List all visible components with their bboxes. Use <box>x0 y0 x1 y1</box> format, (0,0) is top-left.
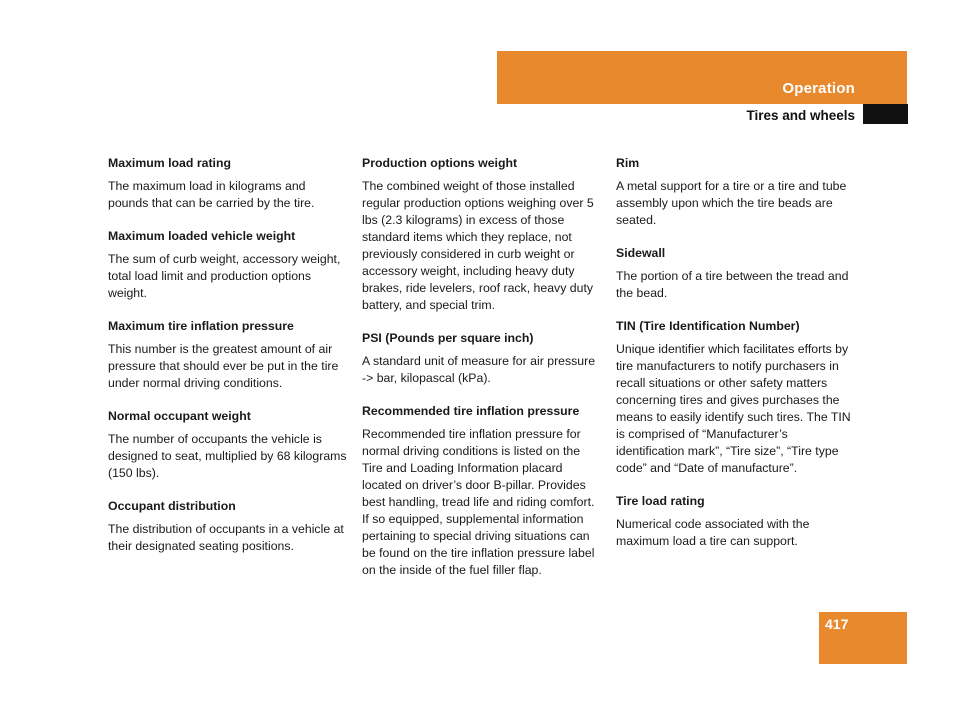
glossary-term: Recommended tire inflation pressure <box>362 404 580 418</box>
glossary-definition: This number is the greatest amount of air pressure that should ever be put in the tire under normal driving conditions. <box>108 342 339 390</box>
glossary-definition: The sum of curb weight, accessory weight, total load limit and production options weight. <box>108 252 341 300</box>
section-tab-marker <box>863 104 908 124</box>
glossary-term: Sidewall <box>616 246 666 260</box>
glossary-definition: The distribution of occupants in a vehicle at their designated seating positions. <box>108 522 344 553</box>
glossary-entry <box>108 318 348 392</box>
glossary-term: PSI (Pounds per square inch) <box>362 331 534 345</box>
glossary-definition: Numerical code associated with the maximum load a tire can support. <box>616 517 810 548</box>
glossary-entry <box>108 408 348 482</box>
glossary-definition: The portion of a tire between the tread and the bead. <box>616 269 849 300</box>
subsection-title: Tires and wheels <box>746 108 855 123</box>
glossary-entry <box>616 155 856 229</box>
glossary-term: Normal occupant weight <box>108 409 251 423</box>
glossary-entry <box>362 155 602 314</box>
column-2 <box>362 155 602 595</box>
glossary-term: Rim <box>616 156 640 170</box>
column-3 <box>616 155 856 566</box>
glossary-entry <box>616 245 856 302</box>
glossary-entry <box>108 498 348 555</box>
glossary-entry <box>108 228 348 302</box>
glossary-definition: The combined weight of those installed regular production options weighing over 5 lbs (2.3 kilograms) in excess of those standard items which they replace, not previously considered in curb weight or accessory weight, including heavy duty brakes, ride levelers, roof rack, heavy duty battery, and special trim. <box>362 179 594 312</box>
glossary-term: Maximum loaded vehicle weight <box>108 229 296 243</box>
glossary-definition: The number of occupants the vehicle is designed to seat, multiplied by 68 kilograms (150 lbs). <box>108 432 347 480</box>
glossary-term: Maximum tire inflation pressure <box>108 319 294 333</box>
glossary-entry <box>616 318 856 477</box>
glossary-definition: Unique identifier which facilitates efforts by tire manufacturers to notify purchasers in recall situations or other safety matters concerning tires and gives purchases the means to easily identify such tires. The TIN is comprised of “Manufacturer’s identification mark”, “Tire size”, “Tire type code” and “Date of manufacture”. <box>616 342 851 475</box>
page-number: 417 <box>825 616 849 632</box>
glossary-definition: A standard unit of measure for air pressure -> bar, kilopascal (kPa). <box>362 354 596 385</box>
glossary-entry <box>108 155 348 212</box>
glossary-definition: Recommended tire inflation pressure for normal driving conditions is listed on the Tire and Loading Information placard located on driver’s door B-pillar. Provides best handling, tread life and riding comfort. If so equipped, supplemental information pertaining to special driving situations can be found on the tire inflation pressure label on the inside of the fuel filler flap. <box>362 427 595 577</box>
glossary-term: TIN (Tire Identification Number) <box>616 319 800 333</box>
section-title: Operation <box>782 80 855 97</box>
glossary-entry <box>362 330 602 387</box>
section-header-bar <box>497 51 907 104</box>
page-number-box <box>819 612 907 664</box>
glossary-entry <box>362 403 602 579</box>
glossary-definition: The maximum load in kilograms and pounds that can be carried by the tire. <box>108 179 315 210</box>
glossary-entry <box>616 493 856 550</box>
glossary-term: Tire load rating <box>616 494 705 508</box>
glossary-definition: A metal support for a tire or a tire and tube assembly upon which the tire beads are seated. <box>616 179 847 227</box>
glossary-term: Production options weight <box>362 156 518 170</box>
glossary-term: Maximum load rating <box>108 156 231 170</box>
glossary-term: Occupant distribution <box>108 499 236 513</box>
column-1 <box>108 155 348 571</box>
